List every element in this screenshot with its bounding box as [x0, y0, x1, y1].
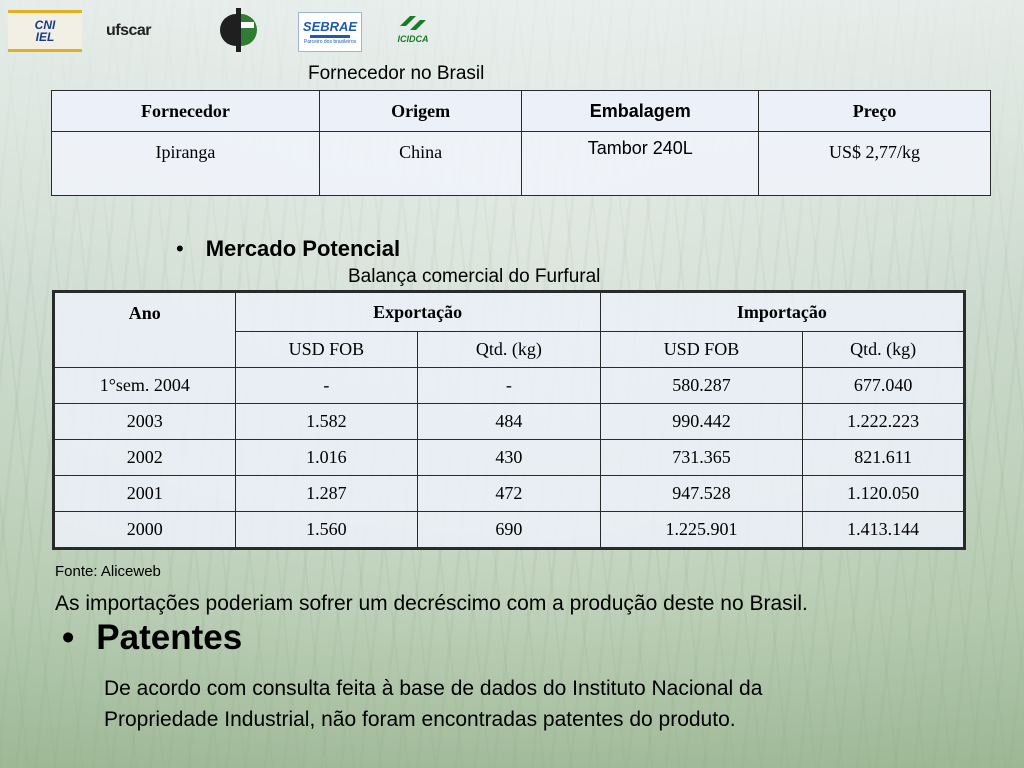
import-note: As importações poderiam sofrer um decréscimo com a produção deste no Brasil. — [55, 592, 808, 615]
table-row — [54, 440, 965, 476]
cell-export-usd: 1.287 — [235, 476, 418, 512]
institution-round-logo — [220, 8, 258, 52]
cell-ano: 2003 — [54, 404, 236, 440]
cell-preco: US$ 2,77/kg — [759, 132, 991, 196]
ufscar-logo-text: ufscar — [106, 22, 152, 39]
subheader-import-usd: USD FOB — [600, 332, 803, 368]
sebrae-logo-text: SEBRAE — [302, 19, 358, 34]
table-row — [54, 404, 965, 440]
header-embalagem: Embalagem — [522, 91, 759, 132]
bullet-dot: • — [176, 236, 184, 261]
ufscar-logo — [106, 20, 184, 42]
supplier-table — [51, 90, 991, 196]
header-importacao: Importação — [600, 292, 964, 332]
patents-text-line-1: De acordo com consulta feita à base de dados do Instituto Nacional da — [104, 677, 763, 700]
cell-import-qtd: 1.413.144 — [803, 512, 965, 549]
logo-bar — [8, 6, 488, 54]
header-fornecedor: Fornecedor — [52, 91, 320, 132]
cell-ano: 2000 — [54, 512, 236, 549]
cni-iel-logo — [8, 10, 82, 52]
trade-table-title: Balança comercial do Furfural — [348, 266, 601, 287]
cni-logo-text: CNI — [34, 18, 56, 32]
patents-text-line-2: Propriedade Industrial, não foram encontradas patentes do produto. — [104, 708, 736, 731]
sebrae-logo — [298, 12, 362, 52]
cell-ano: 1°sem. 2004 — [54, 368, 236, 404]
patents-paragraph — [104, 673, 964, 735]
header-origem: Origem — [319, 91, 522, 132]
cell-import-usd: 580.287 — [600, 368, 803, 404]
bullet-mercado-potencial-label: Mercado Potencial — [205, 236, 401, 261]
cell-export-qtd: 484 — [418, 404, 601, 440]
cell-fornecedor: Ipiranga — [52, 132, 320, 196]
supplier-table-header-row — [52, 91, 991, 132]
cell-origem: China — [319, 132, 522, 196]
supplier-table-title: Fornecedor no Brasil — [308, 63, 485, 84]
bullet-patentes-label: Patentes — [96, 618, 243, 657]
iel-logo-text: IEL — [35, 30, 55, 44]
table-row — [54, 476, 965, 512]
bullet-dot: • — [62, 618, 75, 657]
cell-import-usd: 990.442 — [600, 404, 803, 440]
cell-ano: 2002 — [54, 440, 236, 476]
cell-export-usd: - — [235, 368, 418, 404]
sebrae-logo-subtext: Parceiro dos brasileiros — [303, 39, 357, 45]
bullet-patentes — [62, 618, 242, 658]
supplier-table-row — [52, 132, 991, 196]
subheader-export-usd: USD FOB — [235, 332, 418, 368]
bullet-mercado-potencial — [176, 236, 400, 262]
trade-table-header-row — [54, 292, 965, 332]
cell-import-qtd: 1.222.223 — [803, 404, 965, 440]
cell-export-usd: 1.560 — [235, 512, 418, 549]
subheader-import-qtd: Qtd. (kg) — [803, 332, 965, 368]
cell-import-qtd: 677.040 — [803, 368, 965, 404]
icidca-logo — [388, 12, 438, 50]
subheader-export-qtd: Qtd. (kg) — [418, 332, 601, 368]
cell-export-qtd: 690 — [418, 512, 601, 549]
trade-balance-table — [52, 290, 966, 550]
cell-export-usd: 1.582 — [235, 404, 418, 440]
header-preco: Preço — [759, 91, 991, 132]
cell-import-qtd: 1.120.050 — [803, 476, 965, 512]
cell-import-usd: 731.365 — [600, 440, 803, 476]
cell-ano: 2001 — [54, 476, 236, 512]
source-note: Fonte: Aliceweb — [55, 563, 161, 580]
header-ano: Ano — [54, 292, 236, 368]
icidca-logo-text: ICIDCA — [397, 34, 429, 44]
cell-import-usd: 1.225.901 — [600, 512, 803, 549]
table-row — [54, 512, 965, 549]
cell-export-usd: 1.016 — [235, 440, 418, 476]
cell-export-qtd: 430 — [418, 440, 601, 476]
cell-export-qtd: 472 — [418, 476, 601, 512]
cell-export-qtd: - — [418, 368, 601, 404]
table-row — [54, 368, 965, 404]
cell-import-usd: 947.528 — [600, 476, 803, 512]
cell-embalagem: Tambor 240L — [522, 132, 759, 196]
cell-import-qtd: 821.611 — [803, 440, 965, 476]
header-exportacao: Exportação — [235, 292, 600, 332]
